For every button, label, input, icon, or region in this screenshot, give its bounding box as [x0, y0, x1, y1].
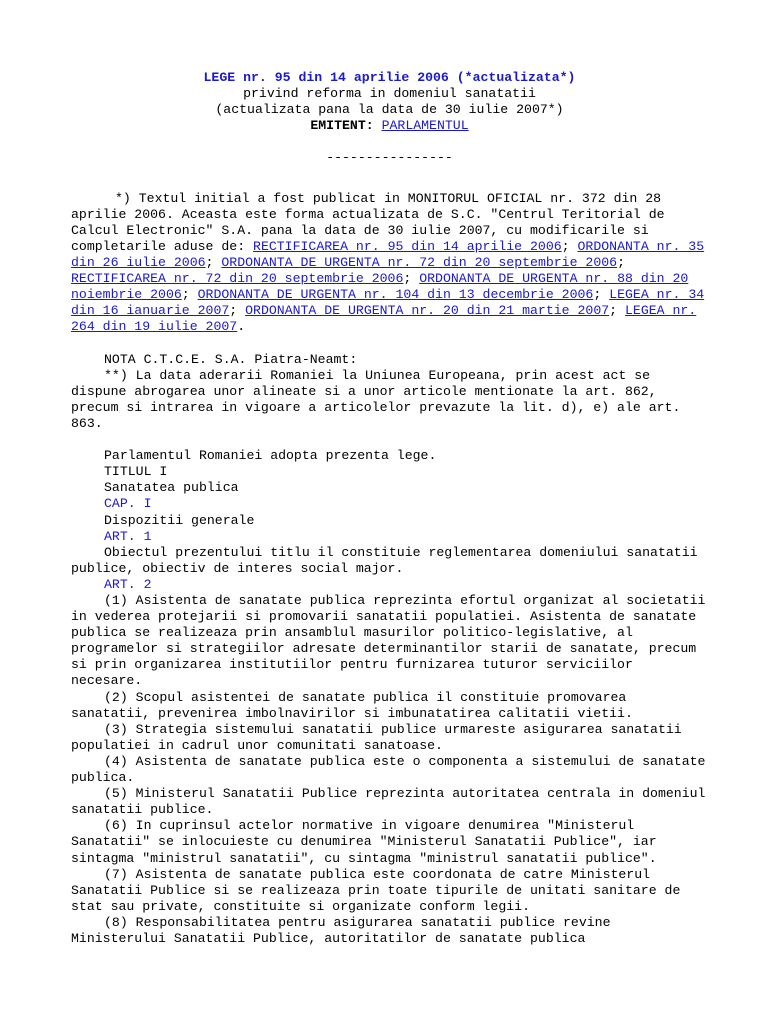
update-note: *) Textul initial a fost publicat in MONITORUL OFICIAL nr. 372 din 28 aprilie 2006. Aceasta este forma actualizata de S.C. "Centrul Teritorial de Calcul Electronic" S.A. pana la data de 30 iulie 2007, cu modificarile si completarile aduse de: RECTIFICAREA nr. 95 din 14 aprilie 2006; ORDONANTA nr. 35 din 26 iulie 2006; ORDONANTA DE URGENTA nr. 72 din 20 septembrie 2006; RECTIFICAREA nr. 72 din 20 septembrie 2006; ORDONANTA DE URGENTA nr. 88 din 20 noiembrie 2006; ORDONANTA DE URGENTA nr. 104 din 13 decembrie 2006; LEGEA nr. 34 din 16 ianuarie 2007; ORDONANTA DE URGENTA nr. 20 din 21 martie 2007; LEGEA nr. 264 din 19 iulie 2007.: [71, 190, 705, 335]
update-note-intro: *) Textul initial a fost publicat in MONITORUL OFICIAL nr. 372 din 28 aprilie 2006. Aceasta este forma actualizata de S.C. "Centrul Teritorial de Calcul Electronic" S.A. pana la data de 30 iulie 2007, cu modificarile si completarile aduse de:: [71, 190, 665, 254]
amendment-link[interactable]: LEGEA nr. 34 din 16 ianuarie 2007: [71, 287, 705, 319]
amendment-link[interactable]: ORDONANTA DE URGENTA nr. 72 din 20 septembrie 2006: [221, 255, 618, 271]
emitent-link[interactable]: PARLAMENTUL: [381, 118, 469, 134]
article-2-paragraph: (1) Asistenta de sanatate publica reprezinta efortul organizat al societatii in vederea protejarii si promovarii sanatatii populatiei. Asistenta de sanatate publica se realizeaza prin ansamblul masurilor politico-legislative, al programelor si strategiilor adresate determinantilor starii de sanatate, precum si prin organizarea institutiilor pentru furnizarea tuturor serviciilor necesare.: [71, 593, 706, 689]
title-name: Sanatatea publica: [104, 480, 239, 496]
article-1-link[interactable]: ART. 1: [104, 528, 152, 544]
article-2-paragraph: (5) Ministerul Sanatatii Publice reprezinta autoritatea centrala in domeniul sanatatii publice.: [71, 786, 706, 818]
amendment-link[interactable]: ORDONANTA DE URGENTA nr. 104 din 13 decembrie 2006: [197, 287, 594, 303]
title-number: TITLUL I: [104, 464, 168, 480]
article-2-paragraph: (3) Strategia sistemului sanatatii publice urmareste asigurarea sanatatii populatiei in cadrul unor comunitati sanatoase.: [71, 721, 682, 753]
amendment-link[interactable]: LEGEA nr. 264 din 19 iulie 2007: [71, 303, 697, 335]
emitent-line: [71, 118, 708, 134]
article-2-paragraph: (7) Asistenta de sanatate publica este coordonata de catre Ministerul Sanatatii Publice si se realizeaza prin toate tipurile de unitati sanitare de stat sau private, constituite si organizate conform legii.: [71, 866, 681, 914]
law-update-note: (actualizata pana la data de 30 iulie 2007*): [215, 102, 564, 118]
separator: ----------------: [326, 150, 453, 166]
article-2-paragraph: (4) Asistenta de sanatate publica este o componenta a sistemului de sanatate publica.: [71, 753, 706, 786]
ctce-note: **) La data aderarii Romaniei la Uniunea Europeana, prin acest act se dispune abrogarea unor alineate si a unor articole mentionate la art. 862, precum si intrarea in vigoare a articolelor prevazute la lit. d), e) ale art. 863.: [71, 367, 681, 431]
article-1-text: Obiectul prezentului titlu il constituie reglementarea domeniului sanatatii publice, obiectiv de interes social major.: [71, 544, 698, 576]
amendment-link[interactable]: ORDONANTA nr. 35 din 26 iulie 2006: [71, 238, 705, 271]
amendment-link[interactable]: ORDONANTA DE URGENTA nr. 20 din 21 martie 2007: [245, 303, 610, 319]
amendment-link[interactable]: RECTIFICAREA nr. 95 din 14 aprilie 2006: [253, 238, 562, 254]
article-2-link[interactable]: ART. 2: [104, 576, 152, 592]
chapter-link[interactable]: CAP. I: [104, 496, 152, 512]
adoption-statement: Parlamentul Romaniei adopta prezenta lege.: [104, 448, 437, 464]
amendment-link[interactable]: ORDONANTA DE URGENTA nr. 88 din 20 noiembrie 2006: [71, 271, 689, 303]
chapter-name: Dispozitii generale: [104, 512, 255, 528]
law-subtitle: privind reforma in domeniul sanatatii: [243, 86, 536, 102]
article-2-paragraph: (6) In cuprinsul actelor normative in vigoare denumirea "Ministerul Sanatatii" se inlocuieste cu denumirea "Ministerul Sanatatii Publice", iar sintagma "ministrul sanatatii", cu sintagma "ministrul sanatatii publice".: [71, 818, 657, 866]
emitent-label: EMITENT:: [310, 118, 374, 134]
law-title-link[interactable]: LEGE nr. 95 din 14 aprilie 2006 (*actualizata*): [203, 70, 576, 85]
article-2-paragraph: (2) Scopul asistentei de sanatate publica il constituie promovarea sanatatii, prevenirea imbolnavirilor si imbunatatirea calitatii vietii.: [71, 689, 633, 721]
document-header: [71, 70, 708, 134]
ctce-heading: NOTA C.T.C.E. S.A. Piatra-Neamt:: [104, 351, 358, 367]
amendment-link[interactable]: RECTIFICAREA nr. 72 din 20 septembrie 2006: [71, 271, 404, 287]
article-2-paragraph: (8) Responsabilitatea pentru asigurarea sanatatii publice revine Ministerului Sanatatii Publice, autoritatilor de sanatate publica: [71, 914, 611, 946]
